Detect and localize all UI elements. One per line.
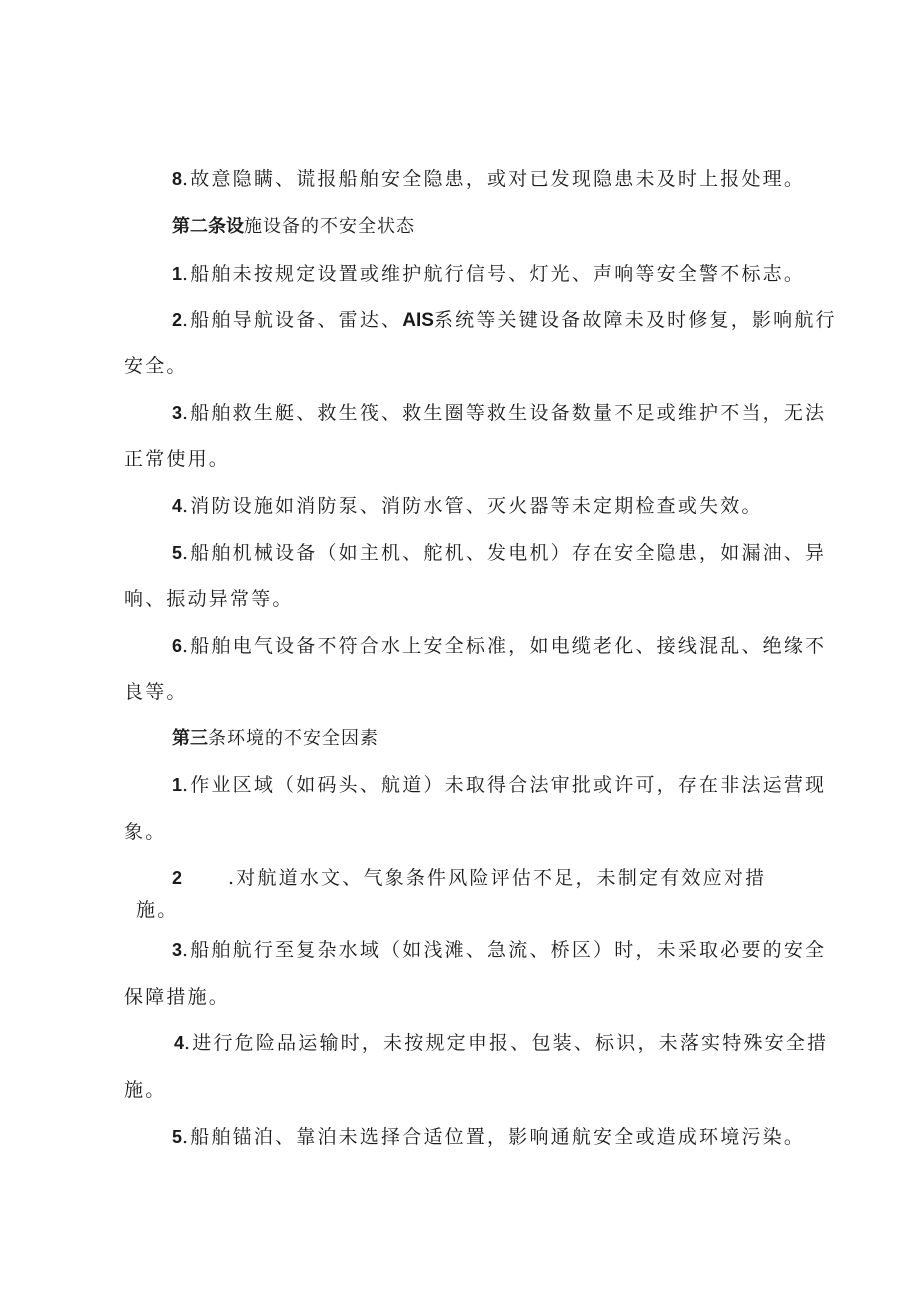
item-text: 施。 [124,1079,167,1101]
item-text: 保障措施。 [124,986,231,1008]
item-number: 5 [172,543,183,563]
item-text: 施。 [136,899,179,921]
list-item [172,634,826,658]
list-item [172,494,763,518]
item-number: 3 [172,940,183,960]
list-item [174,1031,828,1055]
item-text: .船舶未按规定设置或维护航行信号、灯光、声响等安全警不标志。 [182,263,806,285]
item-number: 6 [172,636,183,656]
list-item [172,401,826,425]
list-item [172,773,826,797]
section-heading-text: 施设备的不安全状态 [244,216,415,237]
list-item-continuation [124,680,188,704]
list-item [172,938,826,962]
item-text: .船舶导航设备、雷达、 [182,309,403,331]
item-number: 8 [172,169,183,189]
item-number: 4 [174,1033,185,1053]
section-heading-bold: 第二条设 [172,216,244,237]
item-number: 5 [172,1127,183,1147]
item-text: .船舶机械设备（如主机、舵机、发电机）存在安全隐患，如漏油、异 [182,542,827,564]
list-item [172,1125,805,1149]
item-text: .船舶航行至复杂水域（如浅滩、急流、桥区）时，未采取必要的安全 [182,939,827,961]
list-item [172,262,805,286]
list-item [172,866,766,890]
section-heading-bold: 第三 [172,728,208,749]
item-number: 1 [172,775,183,795]
item-text: 象。 [124,821,167,843]
item-text: .船舶救生艇、救生筏、救生圈等救生设备数量不足或维护不当，无法 [182,402,827,424]
item-text: .消防设施如消防泵、消防水管、灭火器等未定期检查或失效。 [182,495,763,517]
item-text: .对航道水文、气象条件风险评估不足，未制定有效应对措 [228,867,767,889]
item-text: .船舶电气设备不符合水上安全标准，如电缆老化、接线混乱、绝缘不 [182,635,827,657]
list-item-continuation [124,820,166,844]
item-number: 3 [172,403,183,423]
section-heading-text: 条环境的不安全因素 [208,728,379,749]
list-item-continuation [124,1078,166,1102]
list-item-continuation [124,354,188,378]
section-heading [172,727,379,751]
list-item [172,541,826,565]
list-item-continuation [124,587,294,611]
item-number: 2 [172,310,183,330]
item-text: .船舶锚泊、靠泊未选择合适位置，影响通航安全或造成环境污染。 [182,1126,806,1148]
list-item-continuation [124,447,230,471]
item-text: 系统等关键设备故障未及时修复，影响航行 [433,309,837,331]
item-number: 4 [172,496,183,516]
item-text: .作业区域（如码头、航道）未取得合法审批或许可，存在非法运营现 [182,774,827,796]
item-text: .故意隐瞒、谎报船舶安全隐患，或对已发现隐患未及时上报处理。 [182,168,806,190]
item-text: 安全。 [124,355,188,377]
item-number: 2 [172,868,183,888]
list-item [172,167,805,191]
item-text-ais: AIS [402,310,434,331]
item-text: 良等。 [124,681,188,703]
list-item [172,308,837,333]
item-number: 1 [172,264,183,284]
section-heading [172,215,415,239]
list-item-continuation [136,898,178,922]
item-text: 响、振动异常等。 [124,588,294,610]
list-item-continuation [124,985,230,1009]
item-text: .进行危险品运输时，未按规定申报、包装、标识，未落实特殊安全措 [184,1032,829,1054]
item-text: 正常使用。 [124,448,231,470]
